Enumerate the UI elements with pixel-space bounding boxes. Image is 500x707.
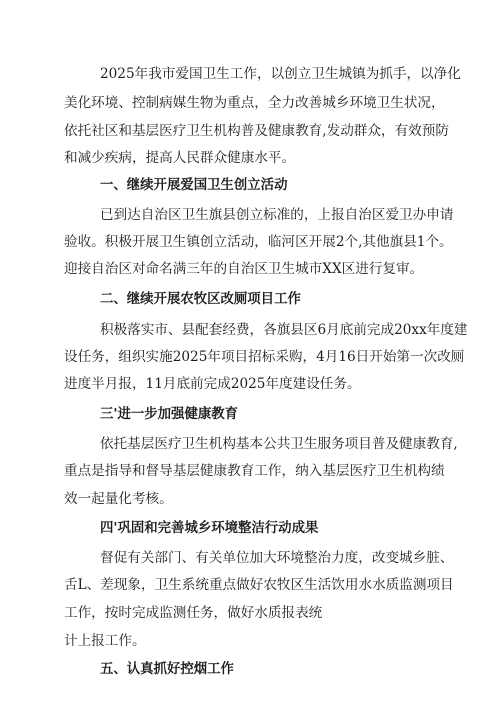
section-3-line-1: 依托基层医疗卫生机构基本公共卫生服务项目普及健康教育,: [100, 436, 458, 452]
section-1-line-3: 迎接自治区对命名满三年的自治区卫生城市XX区进行复审。: [64, 261, 424, 277]
section-4-line-4: 计上报工作。: [64, 633, 146, 649]
section-3-heading: 三'进一步加强健康教育: [100, 407, 239, 422]
section-4-line-1: 督促有关部门、有关单位加大环境整治力度，改变城乡脏、: [100, 550, 454, 566]
section-2-heading: 二、继续开展农牧区改厕项目工作: [100, 292, 301, 307]
section-2-line-1: 积极落实市、县配套经费，各旗县区6月底前完成20xx年度建: [100, 322, 468, 338]
section-2-line-3: 进度半月报，11月底前完成2025年度建设任务。: [64, 376, 361, 392]
intro-line-4: 和减少疾病，提高人民群众健康水平。: [64, 150, 296, 166]
section-5-heading: 五、认真抓好控烟工作: [100, 662, 234, 677]
section-3-line-2: 重点是指导和督导基层健康教育工作，纳入基层医疗卫生机构绩: [64, 463, 445, 479]
section-3-line-3: 效一起量化考核。: [64, 491, 173, 507]
intro-line-3: 依托社区和基层医疗卫生机构普及健康教育,发动群众，有效预防: [64, 123, 449, 139]
section-1-heading: 一、继续开展爱国卫生创立活动: [100, 178, 288, 193]
section-4-heading: 四'巩固和完善城乡环境整洁行动成果: [100, 521, 319, 536]
section-4-line-2: 舌L、差现象，卫生系统重点做好农牧区生活饮用水水质监测项目: [64, 577, 454, 593]
intro-line-2: 美化环境、控制病媒生物为重点，全力改善城乡环境卫生状况，: [64, 95, 445, 111]
section-4-line-3: 工作，按时完成监测任务，做好水质报表统: [64, 605, 323, 621]
section-1-line-2: 验收。积极开展卫生镇创立活动，临河区开展2个,其他旗县1个。: [64, 234, 453, 250]
section-1-line-1: 已到达自治区卫生旗县创立标准的，上报自治区爱卫办申请: [100, 207, 454, 223]
section-2-line-2: 设任务，组织实施2025年项目招标采购，4月16日开始第一次改厕: [64, 349, 465, 365]
intro-line-1: 2025年我市爱国卫生工作，以创立卫生城镇为抓手，以净化: [100, 66, 461, 82]
